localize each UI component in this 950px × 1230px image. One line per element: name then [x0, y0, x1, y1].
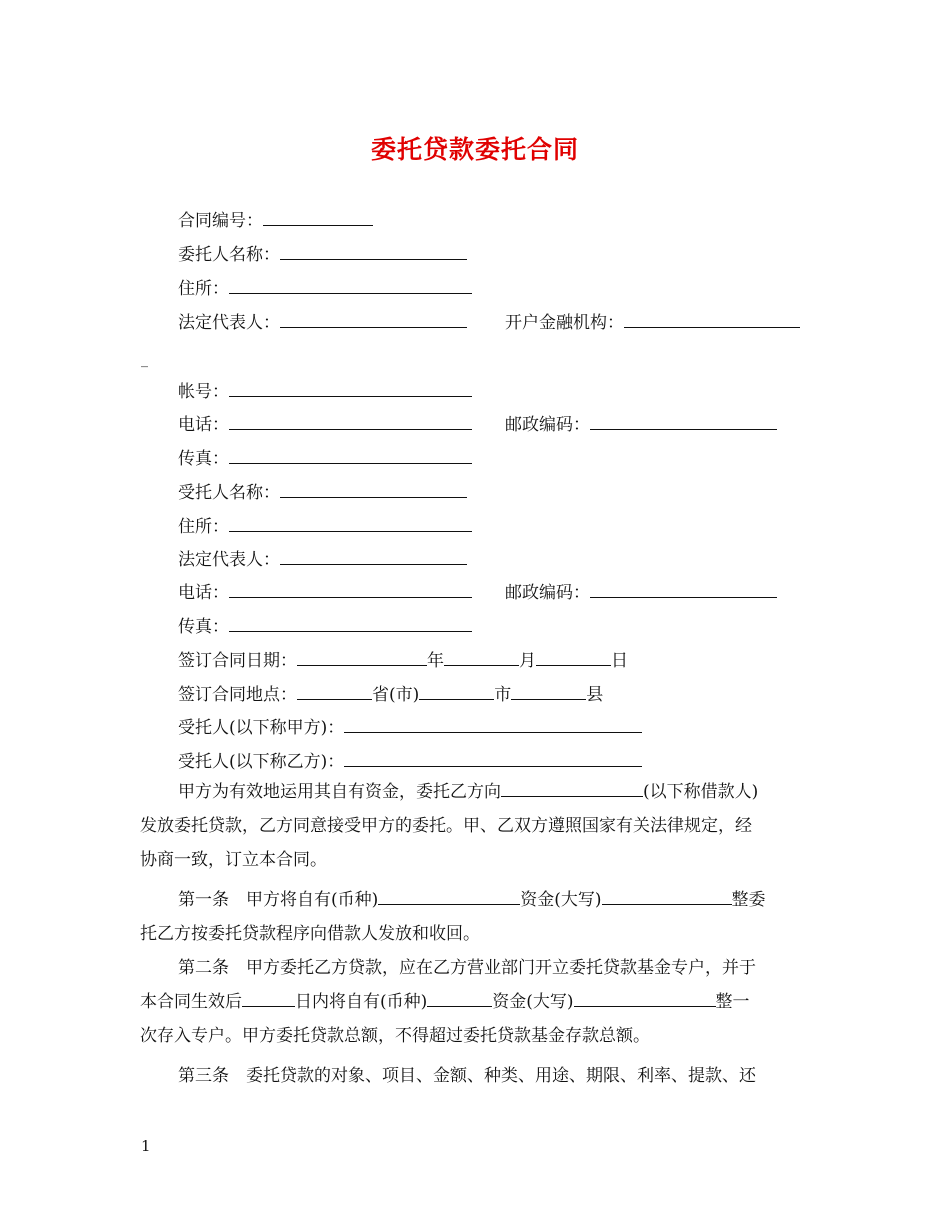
- trustee-legal-rep-blank[interactable]: [280, 548, 467, 565]
- contract-number-field: 合同编号：: [178, 209, 373, 233]
- page-number: 1: [141, 1137, 151, 1155]
- a2-days-blank[interactable]: [242, 990, 295, 1007]
- a2-amount-blank[interactable]: [574, 990, 716, 1007]
- a2-currency-blank[interactable]: [427, 990, 492, 1007]
- article-2: 第二条 甲方委托乙方贷款，应在乙方营业部门开立委托贷款基金专户，并于 本合同生效后 日内将自有(币种) 资金(大写) 整一 次存入专户。甲方委托贷款总额，不得超过委托贷款基金存款总额。: [140, 958, 756, 1046]
- document-title: 委托贷款委托合同: [370, 135, 579, 164]
- client-postcode-field: 邮政编码：: [505, 413, 777, 437]
- client-fax-blank[interactable]: [229, 447, 472, 464]
- trustee-fax-blank[interactable]: [229, 615, 472, 632]
- trustee-postcode-field: 邮政编码：: [505, 581, 777, 605]
- trustee-phone-blank[interactable]: [229, 581, 472, 598]
- trustee-address-blank[interactable]: [229, 515, 472, 532]
- trustee-postcode-blank[interactable]: [590, 581, 777, 598]
- month-blank[interactable]: [444, 649, 519, 666]
- account-blank[interactable]: [229, 380, 472, 397]
- sign-place-field: 签订合同地点： 省(市) 市 县: [178, 685, 604, 705]
- city-blank[interactable]: [419, 683, 494, 700]
- party-b-field: 受托人(以下称乙方)：: [178, 750, 642, 774]
- trustee-phone-field: 电话： 邮政编码：: [178, 581, 818, 605]
- account-field: 帐号：: [178, 380, 472, 404]
- borrower-blank[interactable]: [501, 780, 643, 797]
- trustee-address-field: 住所：: [178, 515, 472, 539]
- intro-paragraph: 甲方为有效地运用其自有资金，委托乙方向 (以下称借款人) 发放委托贷款，乙方同意接受甲方的委托。甲、乙双方遵照国家有关法律规定，经 协商一致，订立本合同。: [140, 782, 759, 870]
- a1-currency-blank[interactable]: [378, 888, 520, 905]
- bank-blank[interactable]: [624, 311, 800, 328]
- bank-field: 开户金融机构：: [505, 311, 800, 335]
- party-a-field: 受托人(以下称甲方)：: [178, 716, 642, 740]
- client-legal-rep-blank[interactable]: [280, 311, 467, 328]
- trustee-legal-rep-field: 法定代表人：: [178, 548, 467, 572]
- a1-amount-blank[interactable]: [602, 888, 732, 905]
- article-1: 第一条 甲方将自有(币种) 资金(大写) 整委 托乙方按委托贷款程序向借款人发放和收回。: [140, 890, 766, 944]
- party-b-blank[interactable]: [344, 750, 642, 767]
- article-3: 第三条 委托贷款的对象、项目、金额、种类、用途、期限、利率、提款、还: [178, 1066, 756, 1086]
- client-postcode-blank[interactable]: [590, 413, 777, 430]
- client-name-field: 委托人名称：: [178, 243, 467, 267]
- year-blank[interactable]: [297, 649, 427, 666]
- client-address-field: 住所：: [178, 277, 472, 301]
- client-name-blank[interactable]: [280, 243, 467, 260]
- client-address-blank[interactable]: [229, 277, 472, 294]
- client-phone-field: 电话： 邮政编码：: [178, 413, 818, 437]
- party-a-blank[interactable]: [344, 716, 642, 733]
- trustee-name-blank[interactable]: [280, 481, 467, 498]
- trustee-name-field: 受托人名称：: [178, 481, 467, 505]
- stray-underscore: _: [141, 352, 148, 368]
- trustee-fax-field: 传真：: [178, 615, 472, 639]
- client-legal-rep-field: 法定代表人： 开户金融机构：: [178, 311, 818, 335]
- contract-number-blank[interactable]: [263, 209, 373, 226]
- province-blank[interactable]: [297, 683, 372, 700]
- client-phone-blank[interactable]: [229, 413, 472, 430]
- day-blank[interactable]: [536, 649, 611, 666]
- sign-date-field: 签订合同日期： 年 月 日: [178, 651, 628, 671]
- client-fax-field: 传真：: [178, 447, 472, 471]
- county-blank[interactable]: [511, 683, 586, 700]
